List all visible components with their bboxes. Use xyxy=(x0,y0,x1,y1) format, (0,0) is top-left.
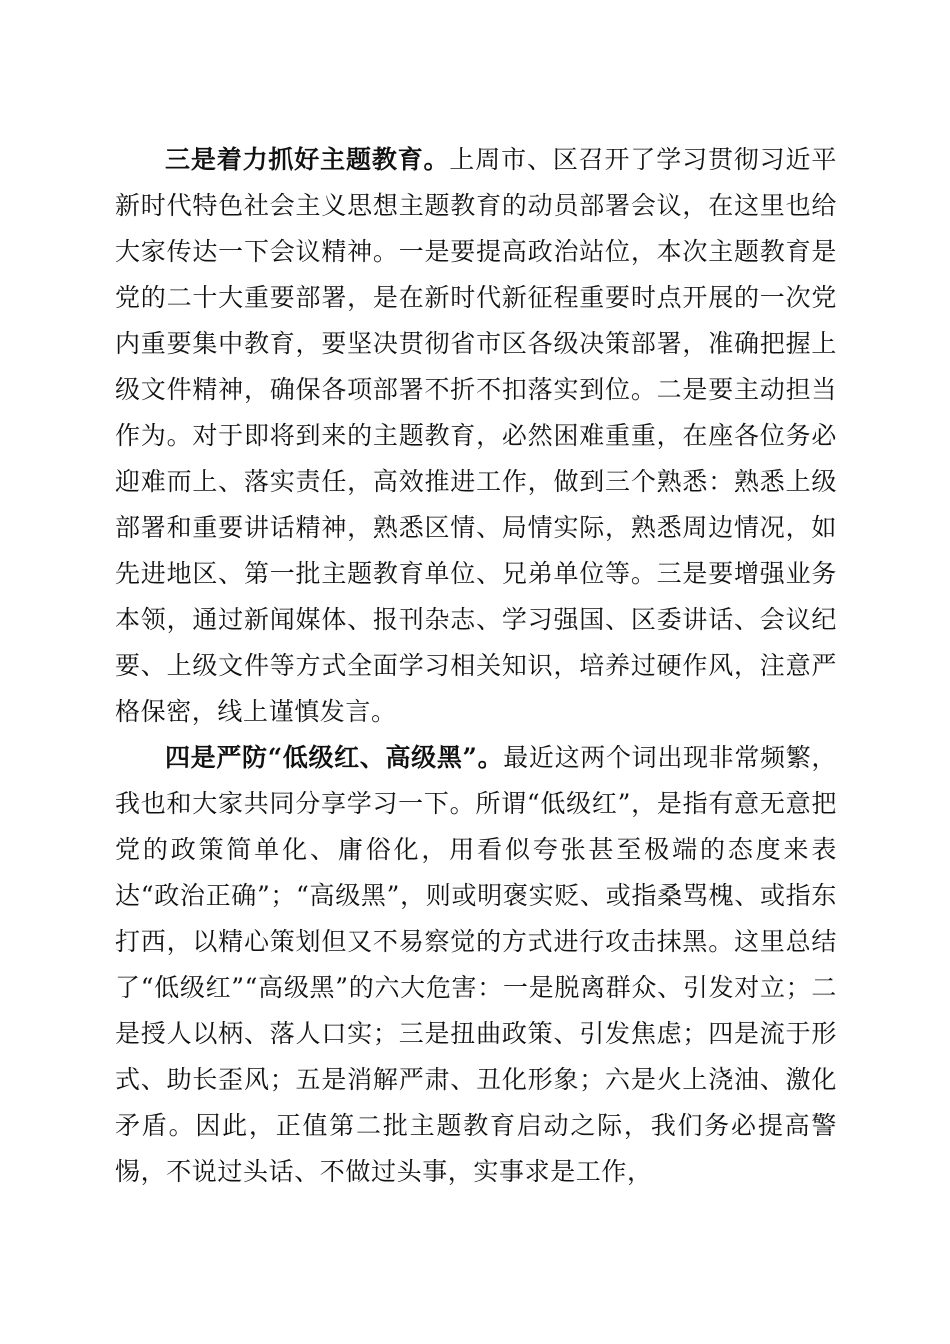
paragraph-low-high-black xyxy=(115,735,837,1195)
paragraph-theme-education xyxy=(115,137,837,735)
paragraph-text: 最近这两个词出现非常频繁，我也和大家共同分享学习一下。所谓“低级红”，是指有意无意把党的政策简单化、庸俗化，用看似夸张甚至极端的态度来表达“政治正确”；“高级黑”，则或明褒实贬、或指桑骂槐、或指东打西，以精心策划但又不易察觉的方式进行攻击抹黑。这里总结了“低级红”“高级黑”的六大危害：一是脱离群众、引发对立；二是授人以柄、落人口实；三是扭曲政策、引发焦虑；四是流于形式、助长歪风；五是消解严肃、丑化形象；六是火上浇油、激化矛盾。因此，正值第二批主题教育启动之际，我们务必提高警惕，不说过头话、不做过头事，实事求是工作， xyxy=(115,743,837,1186)
paragraph-heading: 四是严防“低级红、高级黑”。 xyxy=(165,743,504,772)
paragraph-heading: 三是着力抓好主题教育。 xyxy=(165,145,450,174)
paragraph-text: 上周市、区召开了学习贯彻习近平新时代特色社会主义思想主题教育的动员部署会议，在这里也给大家传达一下会议精神。一是要提高政治站位，本次主题教育是党的二十大重要部署，是在新时代新征程重要时点开展的一次党内重要集中教育，要坚决贯彻省市区各级决策部署，准确把握上级文件精神，确保各项部署不折不扣落实到位。二是要主动担当作为。对于即将到来的主题教育，必然困难重重，在座各位务必迎难而上、落实责任，高效推进工作，做到三个熟悉：熟悉上级部署和重要讲话精神，熟悉区情、局情实际，熟悉周边情况，如先进地区、第一批主题教育单位、兄弟单位等。三是要增强业务本领，通过新闻媒体、报刊杂志、学习强国、区委讲话、会议纪要、上级文件等方式全面学习相关知识，培养过硬作风，注意严格保密，线上谨慎发言。 xyxy=(115,145,837,726)
document-body xyxy=(115,137,837,1195)
